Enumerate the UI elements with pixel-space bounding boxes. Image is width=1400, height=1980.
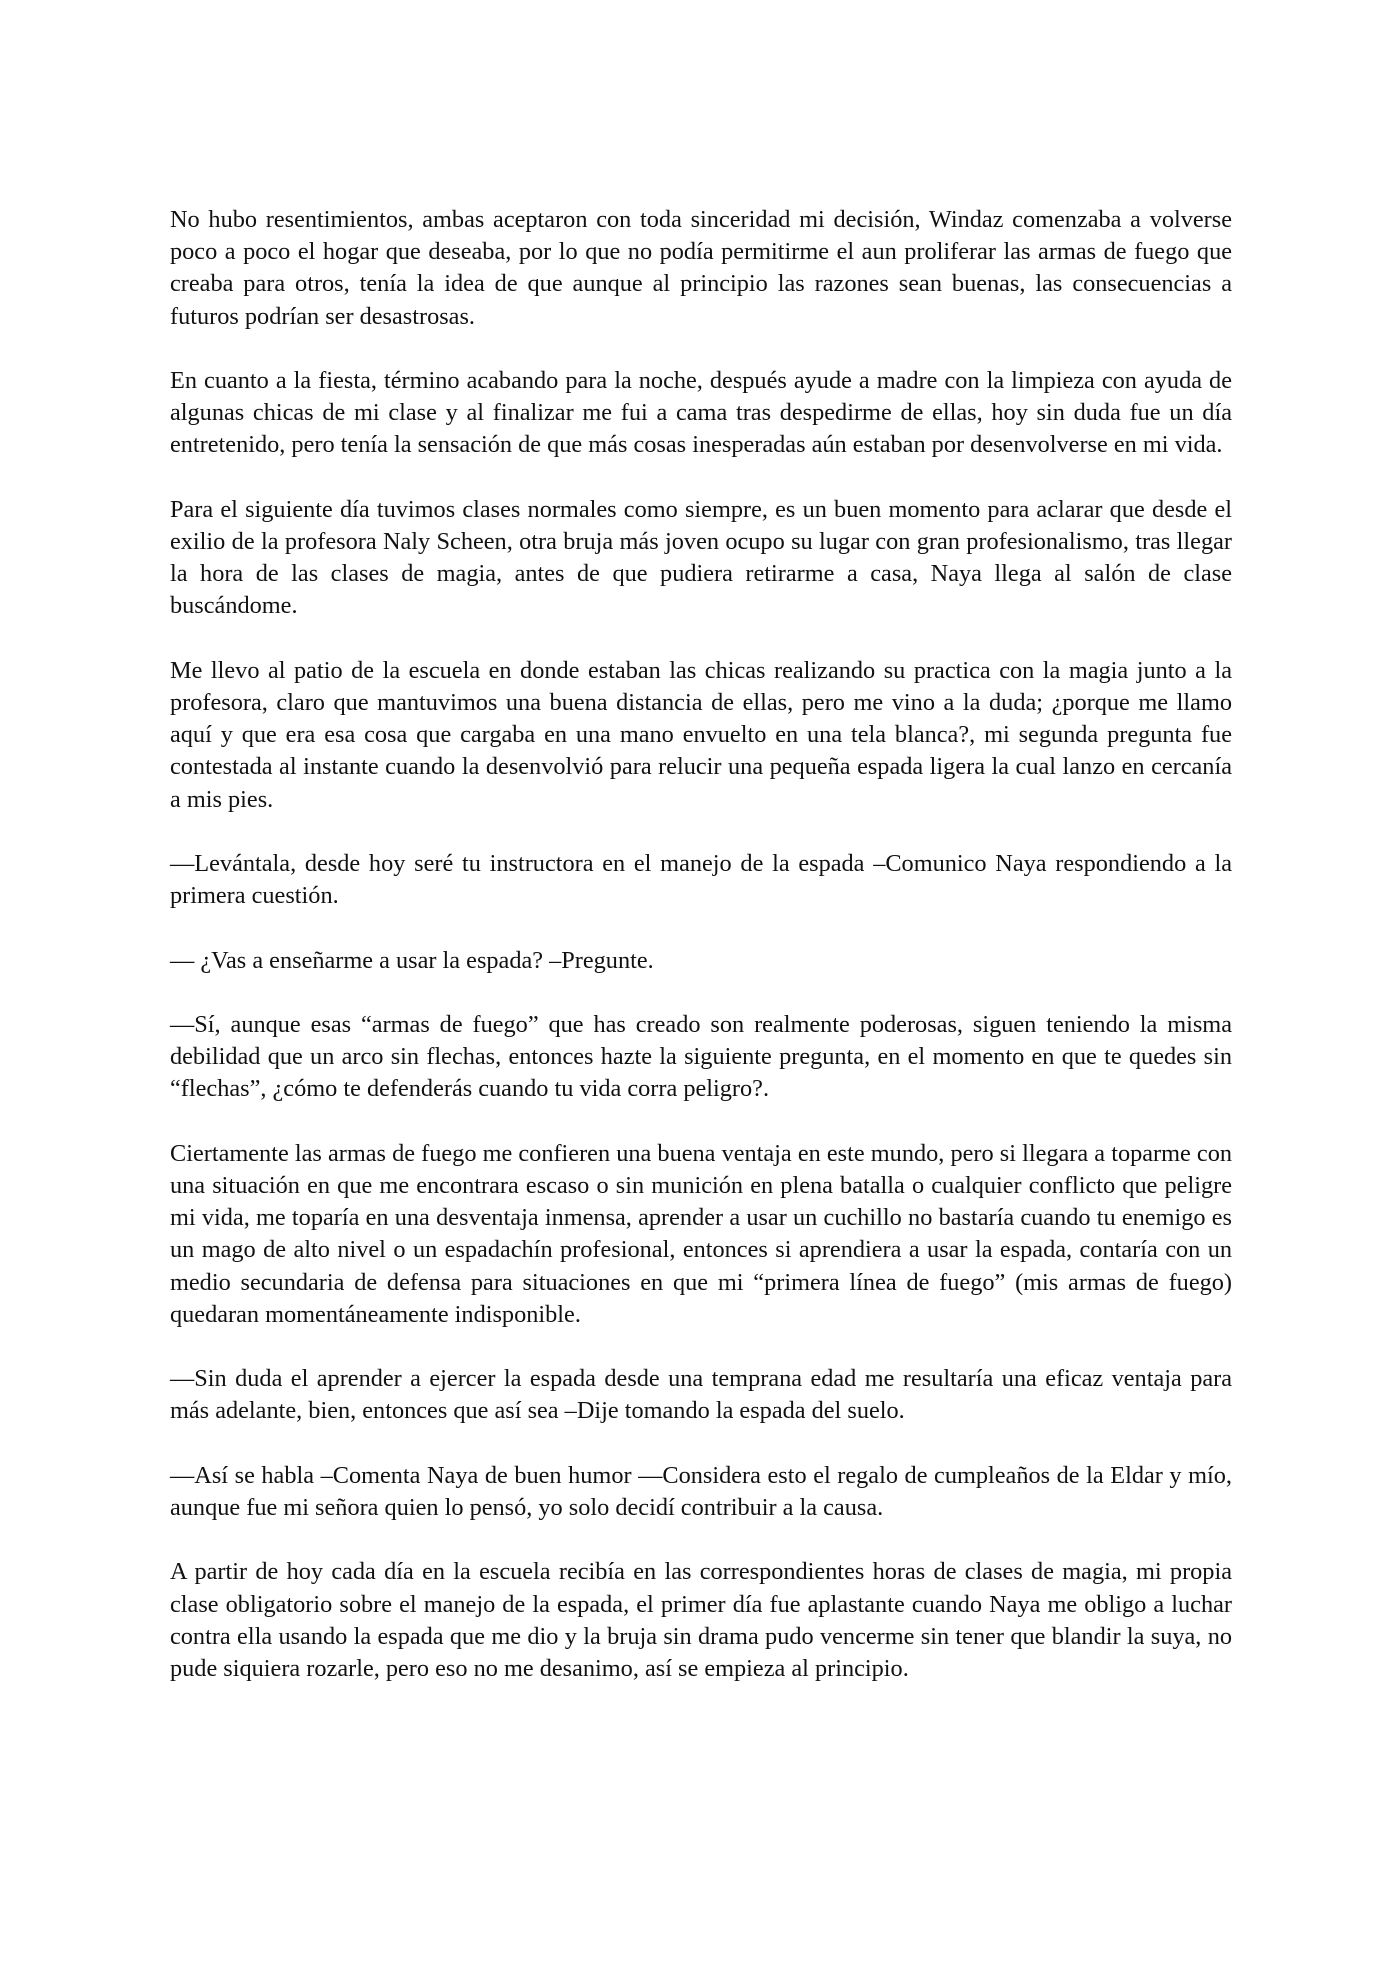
dialogue-paragraph: —Levántala, desde hoy seré tu instructora en el manejo de la espada –Comunico Naya respondiendo a la primera cuestión. — [170, 850, 1232, 910]
paragraph: A partir de hoy cada día en la escuela recibía en las correspondientes horas de clases de magia, mi propia clase obligatorio sobre el manejo de la espada, el primer día fue aplastante cuando Naya me obligo a luchar contra ella usando la espada que me dio y la bruja sin drama pudo vencerme sin tener que blandir la suya, no pude siquiera rozarle, pero eso no me desanimo, así se empieza al principio. — [170, 1558, 1232, 1682]
dialogue-paragraph: — ¿Vas a enseñarme a usar la espada? –Pregunte. — [170, 946, 654, 974]
paragraph: Ciertamente las armas de fuego me confieren una buena ventaja en este mundo, pero si llegara a toparme con una situación en que me encontrara escaso o sin munición en plena batalla o cualquier conflicto que peligre mi vida, me toparía en una desventaja inmensa, aprender a usar un cuchillo no bastaría cuando tu enemigo es un mago de alto nivel o un espadachín profesional, entonces si aprendiera a usar la espada, contaría con un medio secundaria de defensa para situaciones en que mi “primera línea de fuego” (mis armas de fuego) quedaran momentáneamente indisponible. — [170, 1139, 1232, 1328]
paragraph: Me llevo al patio de la escuela en donde estaban las chicas realizando su practica con la magia junto a la profesora, claro que mantuvimos una buena distancia de ellas, pero me vino a la duda; ¿porque me llamo aquí y que era esa cosa que cargaba en una mano envuelto en una tela blanca?, mi segunda pregunta fue contestada al instante cuando la desenvolvió para relucir una pequeña espada ligera la cual lanzo en cercanía a mis pies. — [170, 656, 1232, 813]
dialogue-paragraph: —Así se habla –Comenta Naya de buen humor —Considera esto el regalo de cumpleaños de la Eldar y mío, aunque fue mi señora quien lo pensó, yo solo decidí contribuir a la causa. — [170, 1461, 1232, 1521]
dialogue-paragraph: —Sin duda el aprender a ejercer la espada desde una temprana edad me resultaría una eficaz ventaja para más adelante, bien, entonces que así sea –Dije tomando la espada del suelo. — [170, 1365, 1232, 1425]
paragraph: Para el siguiente día tuvimos clases normales como siempre, es un buen momento para aclarar que desde el exilio de la profesora Naly Scheen, otra bruja más joven ocupo su lugar con gran profesionalismo, tras llegar la hora de las clases de magia, antes de que pudiera retirarme a casa, Naya llega al salón de clase buscándome. — [170, 495, 1232, 620]
paragraph: No hubo resentimientos, ambas aceptaron con toda sinceridad mi decisión, Windaz comenzaba a volverse poco a poco el hogar que deseaba, por lo que no podía permitirme el aun proliferar las armas de fuego que creaba para otros, tenía la idea de que aunque al principio las razones sean buenas, las consecuencias a futuros podrían ser desastrosas. — [170, 206, 1232, 330]
paragraph: En cuanto a la fiesta, término acabando para la noche, después ayude a madre con la limpieza con ayuda de algunas chicas de mi clase y al finalizar me fui a cama tras despedirme de ellas, hoy sin duda fue un día entretenido, pero tenía la sensación de que más cosas inesperadas aún estaban por desenvolverse en mi vida. — [170, 367, 1232, 459]
dialogue-paragraph: —Sí, aunque esas “armas de fuego” que has creado son realmente poderosas, siguen teniendo la misma debilidad que un arco sin flechas, entonces hazte la siguiente pregunta, en el momento en que te quedes sin “flechas”, ¿cómo te defenderás cuando tu vida corra peligro?. — [170, 1010, 1232, 1103]
document-body — [170, 204, 1232, 1685]
